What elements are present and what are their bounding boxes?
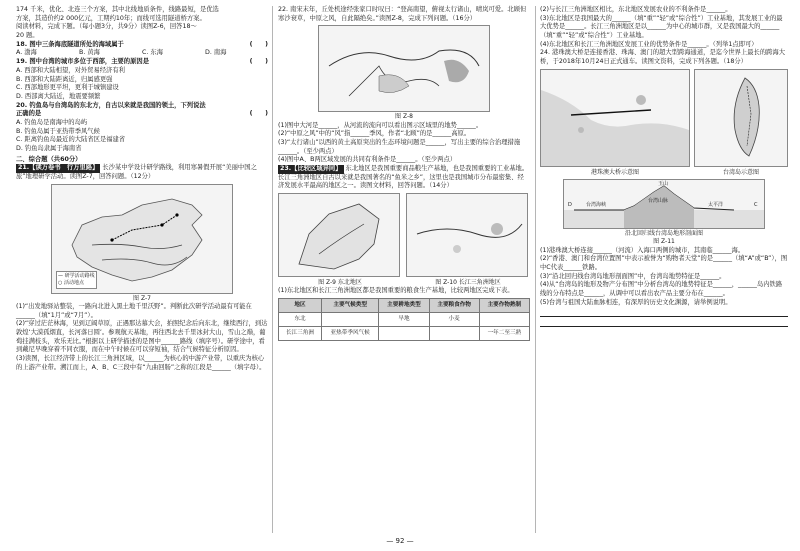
table-row <box>279 313 530 327</box>
subquestion-22-2: (2)“中原之风”中的“风”指______季风，作者“北顾”的是______高原。 <box>278 130 471 138</box>
column-right <box>540 6 788 533</box>
question-20-cont: 正确的是 ( ) <box>16 110 268 118</box>
subquestion-24-4: (4)从“台湾岛的地形及物产分布图”中分析台湾岛的地势特征是______，______岛内铁路线的分布特点是______，从调中可以看出农产品主要分布在______。 <box>540 281 783 298</box>
question-21: 21.【读万卷书 行万里路】 长沙某中学设计研学路线，利用寒暑假开展“美丽中国之旅”地理研学活动。读图Z-7，回答问题。（12分） <box>16 164 257 181</box>
profile-label: 太平洋 <box>708 202 724 209</box>
q18-options <box>16 49 268 58</box>
figure-caption: 图 Z-7 <box>133 294 151 302</box>
northeast-map <box>278 193 400 277</box>
question-22: 22. 南宋末年，丘处机途经张家口时叹曰：“登高南望，俯视太行诸山，晴岚可爱。北顾但寒沙衰草，中原之风，自此隔绝矣。”读图Z-8，完成下列问题。（16分） <box>278 6 527 22</box>
subquestion-23-2: (2)与长江三角洲地区相比，东北地区发展农业的不利条件是______。 <box>540 6 732 13</box>
table-cell: 东北 <box>279 313 322 327</box>
question-24: 24. 港珠澳大桥是连接香港、珠海、澳门的超大型跨海通道，是迄今世界上最长的跨海大桥，于2018年10月24日正式通车。读图文资料，完成下列各题。（18分） <box>540 49 786 66</box>
figure-caption: 图 Z-11 <box>653 238 675 246</box>
subquestion-22-3: (3)“太行诸山”以西的黄土高原突出的生态环境问题是______，写出主要的综合治理措施______。（至少两点） <box>278 139 521 155</box>
question-23: 23.【比较区域异同】 东北地区是我国重要商品粮生产基地，也是我国重要的工业基地。长江三角洲地区自古以来就是我国著名的“鱼米之乡”，这里也是我国城市分布最密集、经济发展水平最高的地区之一。读图文材料，回答问题。（14分） <box>278 165 529 190</box>
answer-line[interactable] <box>540 317 788 327</box>
table-cell[interactable] <box>479 313 529 327</box>
map-legend: — 研学活动路线 ○ 活动地点 <box>56 271 97 289</box>
table-cell[interactable] <box>321 313 378 327</box>
table-cell: 小麦 <box>429 313 479 327</box>
option[interactable]: A. 西部和大陆相望，对外贸易经济有利 <box>16 66 125 74</box>
column-divider <box>272 6 273 533</box>
table-header: 主要气候类型 <box>321 299 378 313</box>
page-number: — 92 — <box>386 537 414 546</box>
option[interactable]: A. 钓鱼岛是南海中的岛屿 <box>16 118 88 126</box>
yangtze-delta-figure <box>406 191 530 287</box>
intro-text: 方案，其造价约2 000亿元，工期约10年；而线可选用隧道桥方案。 <box>16 14 206 22</box>
column-divider <box>535 6 536 533</box>
option[interactable]: D. 西部离大陆近，地震要频繁 <box>16 92 101 100</box>
figure-caption: 台湾岛示意图 <box>722 168 759 176</box>
figure-caption: 港珠澳大桥示意图 <box>590 168 639 176</box>
question-tag: 21.【读万卷书 行万里路】 <box>18 164 99 172</box>
option[interactable]: D. 南海 <box>205 49 227 57</box>
comparison-table <box>278 298 530 341</box>
north-china-map <box>319 26 489 111</box>
table-cell[interactable] <box>429 327 479 341</box>
intro-text: 20 题。 <box>16 32 39 40</box>
table-header: 主要耕地类型 <box>379 299 429 313</box>
northeast-figure <box>278 191 402 287</box>
subquestion-23-4: (4)东北地区和长江三角洲地区发展工业的优势条件是______。（列举1点即可） <box>540 40 758 48</box>
table-row <box>279 327 530 341</box>
subquestion-22-1: (1)图中大河是______，从河流的流向可以看出图示区域里的地势______。 <box>278 121 483 129</box>
profile-label: 台湾海峡 <box>586 202 607 209</box>
figure-caption: 图 Z-9 东北地区 <box>318 279 362 287</box>
north-china-map-figure <box>318 25 490 112</box>
table-cell: 旱地 <box>379 313 429 327</box>
hzm-bridge-figure <box>540 67 690 177</box>
table-cell[interactable] <box>379 327 429 341</box>
table-cell: 长江三角洲 <box>279 327 322 341</box>
yangtze-delta-map <box>406 193 528 277</box>
option[interactable]: A. 渤海 <box>16 49 37 57</box>
taiwan-inset-figure <box>694 67 788 177</box>
figure-caption: 沿北回归线台湾岛地形剖面图 <box>624 230 703 238</box>
profile-label: 台湾山脉 <box>648 198 669 205</box>
subquestion-21-2: (2)“穿过茫茫林海，见到辽阔草原，正遇那达慕大会，拍照纪念后向东北，继续西行，到达敦煌‘大漠孤烟直，长河落日圆’。参观航天基地，再往西北去千里冰封大山，雪山之巅，葡萄挂满枝头，欢乐无比。”根据以上研学描述的是图中______路线（填序号）。研学途中，看到戴尼早晚穿着不同衣服，而在中午时候在可以穿短袖，结合气候特征分析原因。 <box>16 320 268 354</box>
table-header: 地区 <box>279 299 322 313</box>
subquestion-24-1: (1)港珠澳大桥连接______（河流）入海口两侧的城市，其南临______海。 <box>540 246 745 254</box>
hzm-bridge-map <box>540 69 690 167</box>
table-header-row <box>279 299 530 313</box>
question-18: 18. 图中三条海底隧道所处的海域属于 ( ) <box>16 40 268 48</box>
intro-text: 阅读材料，完成下题。（每小题3分，共9分）读图Z-6，回答18～ <box>16 23 197 31</box>
answer-line[interactable] <box>540 307 788 317</box>
table-cell: 一年二至三熟 <box>479 327 529 341</box>
option[interactable]: B. 黄海 <box>79 49 100 57</box>
column-middle <box>278 6 530 533</box>
figure-row <box>540 67 788 177</box>
intro-text: 174 千米，优化、北连三个方案，其中北线地质条件，线路最短，是优选 <box>16 6 219 13</box>
profile-label: D <box>568 202 572 209</box>
subquestion-21-1: (1)“出发地驿站整装，一路向北进入黑土地千里沃野”。判断此次研学活动最有可能在______（填“1月”或“7月”）。 <box>16 303 252 319</box>
figure-row <box>278 191 530 287</box>
table-header: 主要作物熟制 <box>479 299 529 313</box>
option[interactable]: D. 钓鱼岛隶属于海南省 <box>16 145 82 152</box>
option[interactable]: C. 东海 <box>142 49 163 57</box>
subquestion-23-1: (1)东北地区和长江三角洲地区都是我国重要的粮食生产基地，比较两地区完成下表。 <box>278 287 514 295</box>
china-map-figure <box>51 184 233 294</box>
question-tag: 23.【比较区域异同】 <box>280 165 342 173</box>
section-title: 二、综合题（共60分） <box>16 155 82 163</box>
table-cell: 亚热带季风气候 <box>321 327 378 341</box>
subquestion-24-3: (3)“沿北回归线台湾岛地形剖面图”中，台湾岛地势特征是______。 <box>540 272 726 280</box>
question-20: 20. 钓鱼岛与台湾岛的东北方，自古以来就是我国的领土，下列说法 <box>16 101 206 109</box>
profile-label: 玉山 <box>658 181 669 188</box>
terrain-profile-figure <box>563 179 765 229</box>
option[interactable]: C. 距离钓鱼岛最近的大陆省区是福建省 <box>16 136 126 144</box>
figure-caption: 图 Z-8 <box>395 113 413 121</box>
subquestion-21-3: (3)读图，长江经济带上的长江三角洲区域，以______为核心的中游产业带，以重庆为核心的上游产业带。溯江而上，A、B、C三段中有“九曲回肠”之称的江段是______（填字母）。 <box>16 355 266 371</box>
figure-caption: 图 Z-10 长江三角洲地区 <box>435 279 501 287</box>
subquestion-23-3: (3)东北地区是我国最大的______（填“重”“轻”或“综合性”）工业基地，其发展工业的最大优势是______。长江三角洲地区是以______为中心的城市群，又是我国最大的______（填“重”“轻”或“综合性”）工业基地。 <box>540 14 783 40</box>
option[interactable]: C. 西部地形更平坦，更利于城镇建设 <box>16 84 119 92</box>
question-19: 19. 图中台湾的城市多位于西部，主要的原因是 ( ) <box>16 58 268 66</box>
option[interactable]: B. 西部和大陆距离近，归属感更强 <box>16 75 113 83</box>
taiwan-map <box>694 69 788 167</box>
column-left <box>16 6 268 533</box>
subquestion-24-5: (5)台湾与祖国大陆血脉相连，有深厚的历史文化渊源，请举例说明。 <box>540 298 732 306</box>
profile-label: C <box>754 202 758 209</box>
subquestion-22-4: (4)图中A、B两区域发展的共同有利条件是______。（至少两点） <box>278 156 457 164</box>
subquestion-24-2: (2)“香港、澳门和台湾位置图”中表示被誉为“购物者天堂”的是______（填“A”或“B”），图中C代表______铁路。 <box>540 255 788 271</box>
table-header: 主要粮食作物 <box>429 299 479 313</box>
option[interactable]: B. 钓鱼岛属于亚热带季风气候 <box>16 127 100 135</box>
